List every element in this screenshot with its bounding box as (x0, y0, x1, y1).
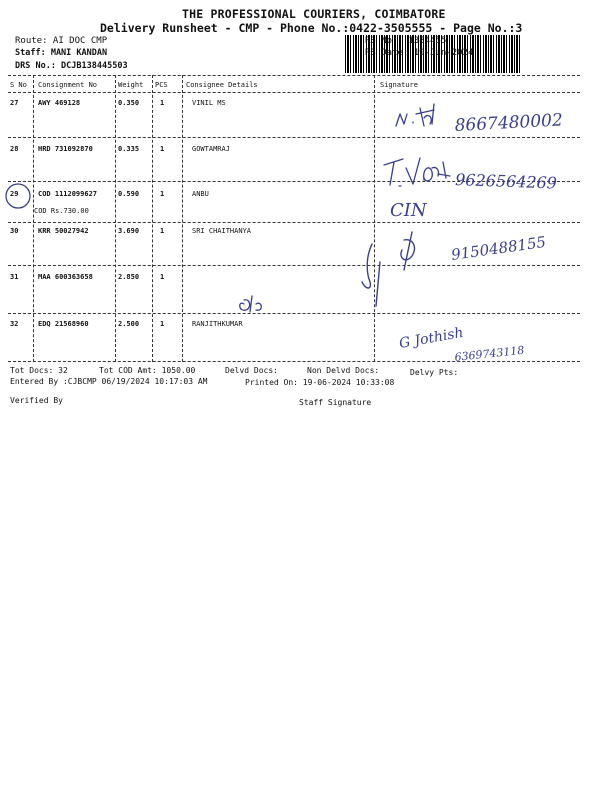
row-weight: 3.690 (118, 227, 140, 235)
row-consignee: RANJITHKUMAR (192, 320, 243, 328)
col-consignment: Consignment No (38, 81, 98, 89)
row-sno: 29 (10, 190, 19, 198)
row-pcs: 1 (160, 273, 165, 281)
col-sno: S No (10, 81, 27, 89)
mark-31 (240, 296, 262, 312)
non-delvd-docs: Non Delvd Docs: (307, 366, 380, 375)
row-consignment: EDQ 21568960 (38, 320, 89, 328)
name-32: G Jothish (397, 324, 465, 352)
delvy-pts: Delvy Pts: (410, 368, 459, 377)
row-sno: 31 (10, 273, 19, 281)
phone-28: 9626564269 (454, 170, 558, 193)
row-consignment: KRR 50027942 (38, 227, 89, 235)
rs-number: RS No.: 1384455 (365, 36, 447, 46)
row-sno: 30 (10, 227, 19, 235)
row-weight: 0.350 (118, 99, 140, 107)
signature-28 (384, 158, 450, 186)
staff-label: Staff: MANI KANDAN (15, 48, 108, 58)
signature-30 (362, 232, 414, 306)
verified-by: Verified By (10, 396, 63, 405)
printed-on: Printed On: 19-06-2024 10:33:08 (245, 378, 395, 387)
row-sno: 28 (10, 145, 19, 153)
signature-27 (396, 104, 434, 126)
row-pcs: 1 (160, 145, 165, 153)
row-consignment: AWY 469128 (38, 99, 81, 107)
row-weight: 0.590 (118, 190, 140, 198)
row-consignee: GOWTAMRAJ (192, 145, 230, 153)
entered-by: Entered By :CJBCMP 06/19/2024 10:17:03 AM (10, 377, 208, 386)
row-consignment: MAA 600363658 (38, 273, 93, 281)
row-weight: 2.850 (118, 273, 140, 281)
row-weight: 0.335 (118, 145, 140, 153)
phone-32: 6369743118 (453, 343, 525, 364)
row-consignee: SRI CHAITHANYA (192, 227, 252, 235)
company-title: THE PROFESSIONAL COURIERS, COIMBATORE (182, 7, 446, 21)
rs-date: RS Date: 19-Jun-2024 (365, 48, 474, 58)
drs-number: DRS No.: DCJB138445503 (15, 61, 128, 71)
tot-docs: Tot Docs: 32 (10, 366, 68, 375)
route-label: Route: AI DOC CMP (15, 36, 108, 46)
col-pcs: PCS (155, 81, 168, 89)
staff-signature: Staff Signature (299, 398, 372, 407)
tot-cod: Tot COD Amt: 1050.00 (99, 366, 196, 375)
row-weight: 2.500 (118, 320, 140, 328)
row-pcs: 1 (160, 99, 165, 107)
col-consignee: Consignee Details (186, 81, 258, 89)
row-consignee: VINIL MS (192, 99, 226, 107)
row-consignment: HRD 731092870 (38, 145, 93, 153)
row-sno: 32 (10, 320, 19, 328)
runsheet-subtitle: Delivery Runsheet - CMP - Phone No.:0422-3505555 - Page No.:3 (100, 21, 523, 35)
row-pcs: 1 (160, 190, 165, 198)
cod-note: COD Rs.730.00 (34, 207, 89, 215)
cin-mark: CIN (390, 200, 427, 221)
row-consignment: COD 1112099627 (38, 190, 98, 198)
phone-27: 8667480002 (454, 110, 564, 136)
col-signature: Signature (380, 81, 418, 89)
row-pcs: 1 (160, 227, 165, 235)
circle-mark-29 (6, 184, 30, 208)
row-consignee: ANBU (192, 190, 209, 198)
col-weight: Weight (118, 81, 144, 89)
delvd-docs: Delvd Docs: (225, 366, 278, 375)
row-sno: 27 (10, 99, 19, 107)
phone-30: 9150488155 (450, 232, 548, 264)
row-pcs: 1 (160, 320, 165, 328)
